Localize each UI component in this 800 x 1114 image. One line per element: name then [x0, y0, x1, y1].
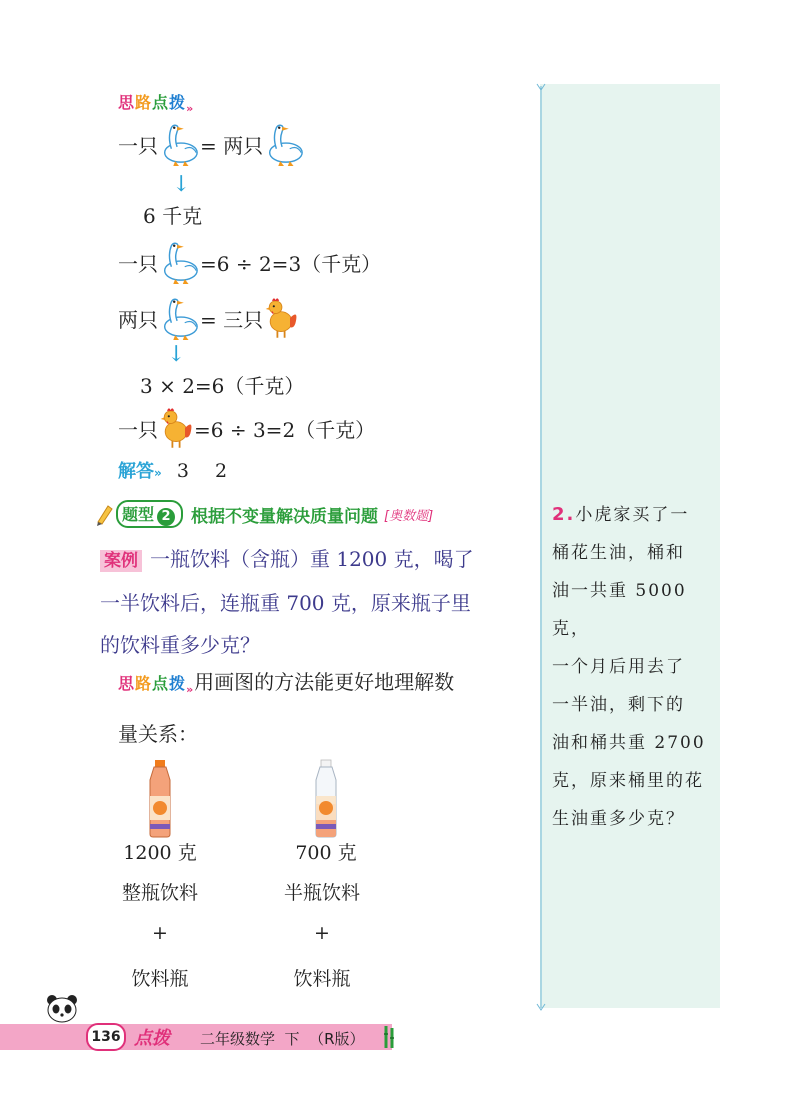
case-problem: 案例 一瓶饮料（含瓶）重 1200 克，喝了 一半饮料后，连瓶重 700 克，原来瓶子里 的饮料重多少克？ [100, 547, 474, 657]
goose-icon [158, 238, 200, 286]
equation-line-2: 6 千克 [143, 204, 203, 228]
hint-2: 思路点拨$_»$用画图的方法能更好地理解数 量关系： [118, 670, 455, 747]
bottle-1-desc: 整瓶饮料 [121, 882, 198, 904]
bottle-2-plus: + [314, 922, 330, 944]
bottle-1-weight: 1200 克 [123, 842, 197, 864]
equation-line-5: 3 × 2=6（千克） [140, 374, 305, 398]
rooster-icon [263, 296, 299, 340]
pencil-icon [94, 502, 114, 526]
rooster-icon [158, 406, 194, 450]
bottle-1-plus: + [152, 922, 168, 944]
equation-line-3: 一只 =6 ÷ 2=3（千克） [118, 238, 381, 286]
bottle-2-bottle: 饮料瓶 [293, 968, 351, 990]
half-bottle-icon [306, 758, 346, 838]
panel-divider [536, 82, 546, 1014]
goose-icon [158, 294, 200, 342]
panda-icon [42, 992, 82, 1028]
page-number: 136 [86, 1023, 126, 1051]
type-tag: [奥数题] [384, 508, 434, 524]
bottle-2-weight: 700 克 [295, 842, 357, 864]
bottle-1-bottle: 饮料瓶 [131, 968, 189, 990]
type-badge: 题型 2 [116, 500, 183, 528]
equation-line-1: 一只 = 两只 [118, 120, 305, 168]
down-arrow-icon: ↓ [172, 172, 191, 197]
hint-label-2: 思路点拨$_»$ [118, 674, 195, 697]
answer: 解答» 3 2 [118, 460, 238, 482]
type-title: 根据不变量解决质量问题 [191, 506, 379, 527]
bamboo-icon [380, 1024, 400, 1050]
goose-icon [158, 120, 200, 168]
equation-line-4: 两只 = 三只 [118, 294, 299, 342]
bottle-2-desc: 半瓶饮料 [283, 882, 360, 904]
hint-label-1: 思路点拨$_»$ [118, 93, 195, 116]
equation-line-6: 一只 =6 ÷ 3=2（千克） [118, 406, 375, 450]
brand-logo: 点拨 [134, 1028, 170, 1049]
side-exercise: 2.小虎家买了一 桶花生油，桶和 油一共重 5000 克， 一个月后用去了 一半油，剩下的 油和桶共重 2700 克，原来桶里的花 生油重多少克？ [552, 504, 706, 829]
case-label: 案例 [100, 550, 142, 572]
footer-title: 二年级数学 下 （R版） [200, 1030, 365, 1048]
full-bottle-icon [140, 758, 180, 838]
goose-icon [263, 120, 305, 168]
type-header [94, 500, 433, 528]
down-arrow-icon: ↓ [167, 342, 186, 367]
